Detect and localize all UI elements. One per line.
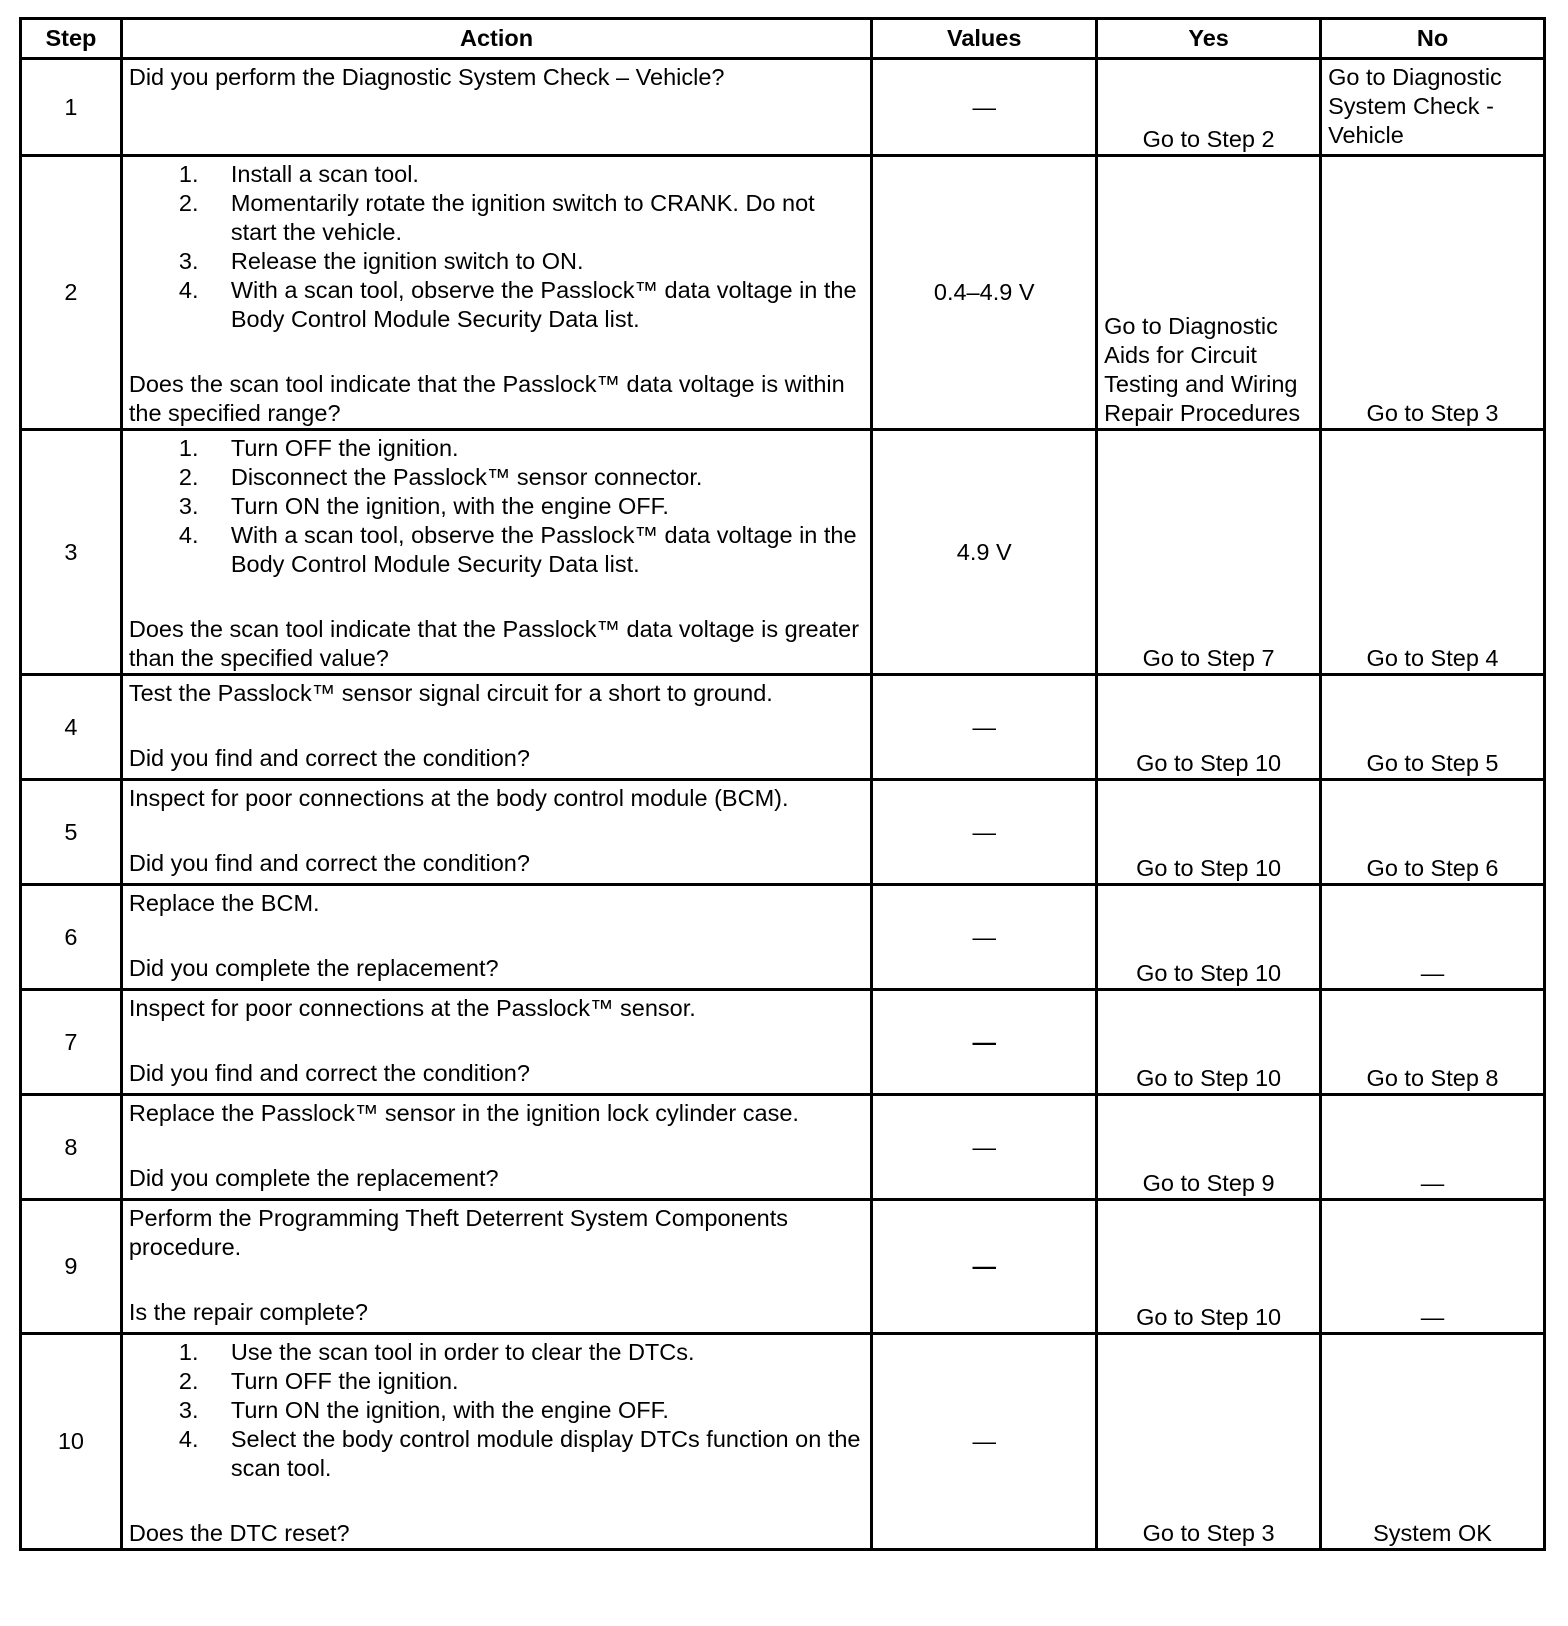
- step-number: 5: [21, 780, 122, 885]
- action-question: Did you complete the replacement?: [128, 1165, 499, 1191]
- action-intro: Perform the Programming Theft Deterrent System Components procedure.: [128, 1205, 788, 1260]
- header-action: Action: [121, 19, 871, 59]
- table-row: [21, 59, 1545, 156]
- action-intro: Inspect for poor connections at the Passlock™ sensor.: [128, 995, 696, 1021]
- value-cell: —: [872, 885, 1097, 990]
- value-cell: —: [872, 1095, 1097, 1200]
- no-cell: —: [1321, 1095, 1545, 1200]
- list-item: Release the ignition switch to ON.: [230, 248, 584, 274]
- list-item: Use the scan tool in order to clear the DTCs.: [230, 1339, 695, 1365]
- header-no: No: [1321, 19, 1545, 59]
- table-row: [21, 1334, 1545, 1550]
- list-item: Disconnect the Passlock™ sensor connector.: [230, 464, 703, 490]
- no-cell: System OK: [1321, 1334, 1545, 1550]
- value-cell: 0.4–4.9 V: [872, 156, 1097, 430]
- no-cell: Go to Step 3: [1321, 156, 1545, 430]
- yes-cell: Go to Step 10: [1097, 990, 1321, 1095]
- no-cell: Go to Step 6: [1321, 780, 1545, 885]
- list-item: Momentarily rotate the ignition switch to CRANK. Do not start the vehicle.: [230, 190, 815, 245]
- header-yes: Yes: [1097, 19, 1321, 59]
- yes-cell: Go to Step 2: [1097, 59, 1321, 156]
- value-cell: —: [872, 59, 1097, 156]
- list-item: Turn ON the ignition, with the engine OFF.: [230, 493, 669, 519]
- action-intro: Did you perform the Diagnostic System Check – Vehicle?: [128, 64, 725, 90]
- action-question: Does the DTC reset?: [128, 1520, 350, 1546]
- action-question: Did you complete the replacement?: [128, 955, 499, 981]
- step-number: 3: [21, 430, 122, 675]
- no-cell: Go to Step 4: [1321, 430, 1545, 675]
- action-cell: [121, 1095, 871, 1200]
- header-step: Step: [21, 19, 122, 59]
- yes-cell: Go to Step 10: [1097, 1200, 1321, 1334]
- action-cell: [121, 1334, 871, 1550]
- list-item: With a scan tool, observe the Passlock™ data voltage in the Body Control Module Security Data list.: [230, 522, 857, 577]
- list-item: Turn ON the ignition, with the engine OFF.: [230, 1397, 669, 1423]
- table-row: [21, 885, 1545, 990]
- value-cell: —: [872, 675, 1097, 780]
- action-cell: [121, 430, 871, 675]
- yes-cell: Go to Step 9: [1097, 1095, 1321, 1200]
- action-cell: [121, 675, 871, 780]
- list-item: Turn OFF the ignition.: [230, 435, 459, 461]
- step-number: 2: [21, 156, 122, 430]
- yes-cell: Go to Step 10: [1097, 780, 1321, 885]
- action-question: Did you find and correct the condition?: [128, 745, 530, 771]
- action-question: Is the repair complete?: [128, 1299, 368, 1325]
- action-intro: Replace the BCM.: [128, 890, 320, 916]
- value-cell: 4.9 V: [872, 430, 1097, 675]
- table-row: [21, 675, 1545, 780]
- step-number: 7: [21, 990, 122, 1095]
- no-cell: —: [1321, 885, 1545, 990]
- action-question: Did you find and correct the condition?: [128, 1060, 530, 1086]
- table-row: [21, 1200, 1545, 1334]
- table-row: [21, 156, 1545, 430]
- diagnostic-table: [19, 17, 1546, 1551]
- action-cell: [121, 885, 871, 990]
- action-question: Does the scan tool indicate that the Passlock™ data voltage is greater than the specified value?: [128, 616, 860, 671]
- yes-cell: Go to Step 10: [1097, 675, 1321, 780]
- no-cell: Go to Diagnostic System Check - Vehicle: [1321, 59, 1545, 156]
- action-cell: [121, 1200, 871, 1334]
- table-row: [21, 430, 1545, 675]
- value-cell: —: [872, 1334, 1097, 1550]
- action-steps-list: [129, 160, 864, 334]
- no-cell: —: [1321, 1200, 1545, 1334]
- step-number: 6: [21, 885, 122, 990]
- step-number: 4: [21, 675, 122, 780]
- step-number: 10: [21, 1334, 122, 1550]
- list-item: With a scan tool, observe the Passlock™ data voltage in the Body Control Module Security Data list.: [230, 277, 857, 332]
- action-intro: Inspect for poor connections at the body control module (BCM).: [128, 785, 789, 811]
- action-cell: [121, 156, 871, 430]
- action-cell: [121, 780, 871, 885]
- no-cell: Go to Step 5: [1321, 675, 1545, 780]
- no-cell: Go to Step 8: [1321, 990, 1545, 1095]
- table-row: [21, 1095, 1545, 1200]
- action-steps-list: [129, 1338, 864, 1483]
- list-item: Turn OFF the ignition.: [230, 1368, 459, 1394]
- step-number: 8: [21, 1095, 122, 1200]
- yes-cell: Go to Step 7: [1097, 430, 1321, 675]
- step-number: 9: [21, 1200, 122, 1334]
- action-cell: [121, 59, 871, 156]
- yes-cell: Go to Step 3: [1097, 1334, 1321, 1550]
- table-row: [21, 990, 1545, 1095]
- action-intro: Replace the Passlock™ sensor in the ignition lock cylinder case.: [128, 1100, 799, 1126]
- yes-cell: Go to Step 10: [1097, 885, 1321, 990]
- value-cell: —: [872, 990, 1097, 1095]
- table-row: [21, 780, 1545, 885]
- value-cell: —: [872, 780, 1097, 885]
- list-item: Select the body control module display DTCs function on the scan tool.: [230, 1426, 861, 1481]
- action-question: Does the scan tool indicate that the Passlock™ data voltage is within the specified range?: [128, 371, 845, 426]
- action-steps-list: [129, 434, 864, 579]
- value-cell: —: [872, 1200, 1097, 1334]
- action-intro: Test the Passlock™ sensor signal circuit for a short to ground.: [128, 680, 773, 706]
- step-number: 1: [21, 59, 122, 156]
- header-values: Values: [872, 19, 1097, 59]
- action-cell: [121, 990, 871, 1095]
- action-question: Did you find and correct the condition?: [128, 850, 530, 876]
- list-item: Install a scan tool.: [230, 161, 419, 187]
- yes-cell: Go to Diagnostic Aids for Circuit Testing and Wiring Repair Procedures: [1097, 156, 1321, 430]
- header-row: [21, 19, 1545, 59]
